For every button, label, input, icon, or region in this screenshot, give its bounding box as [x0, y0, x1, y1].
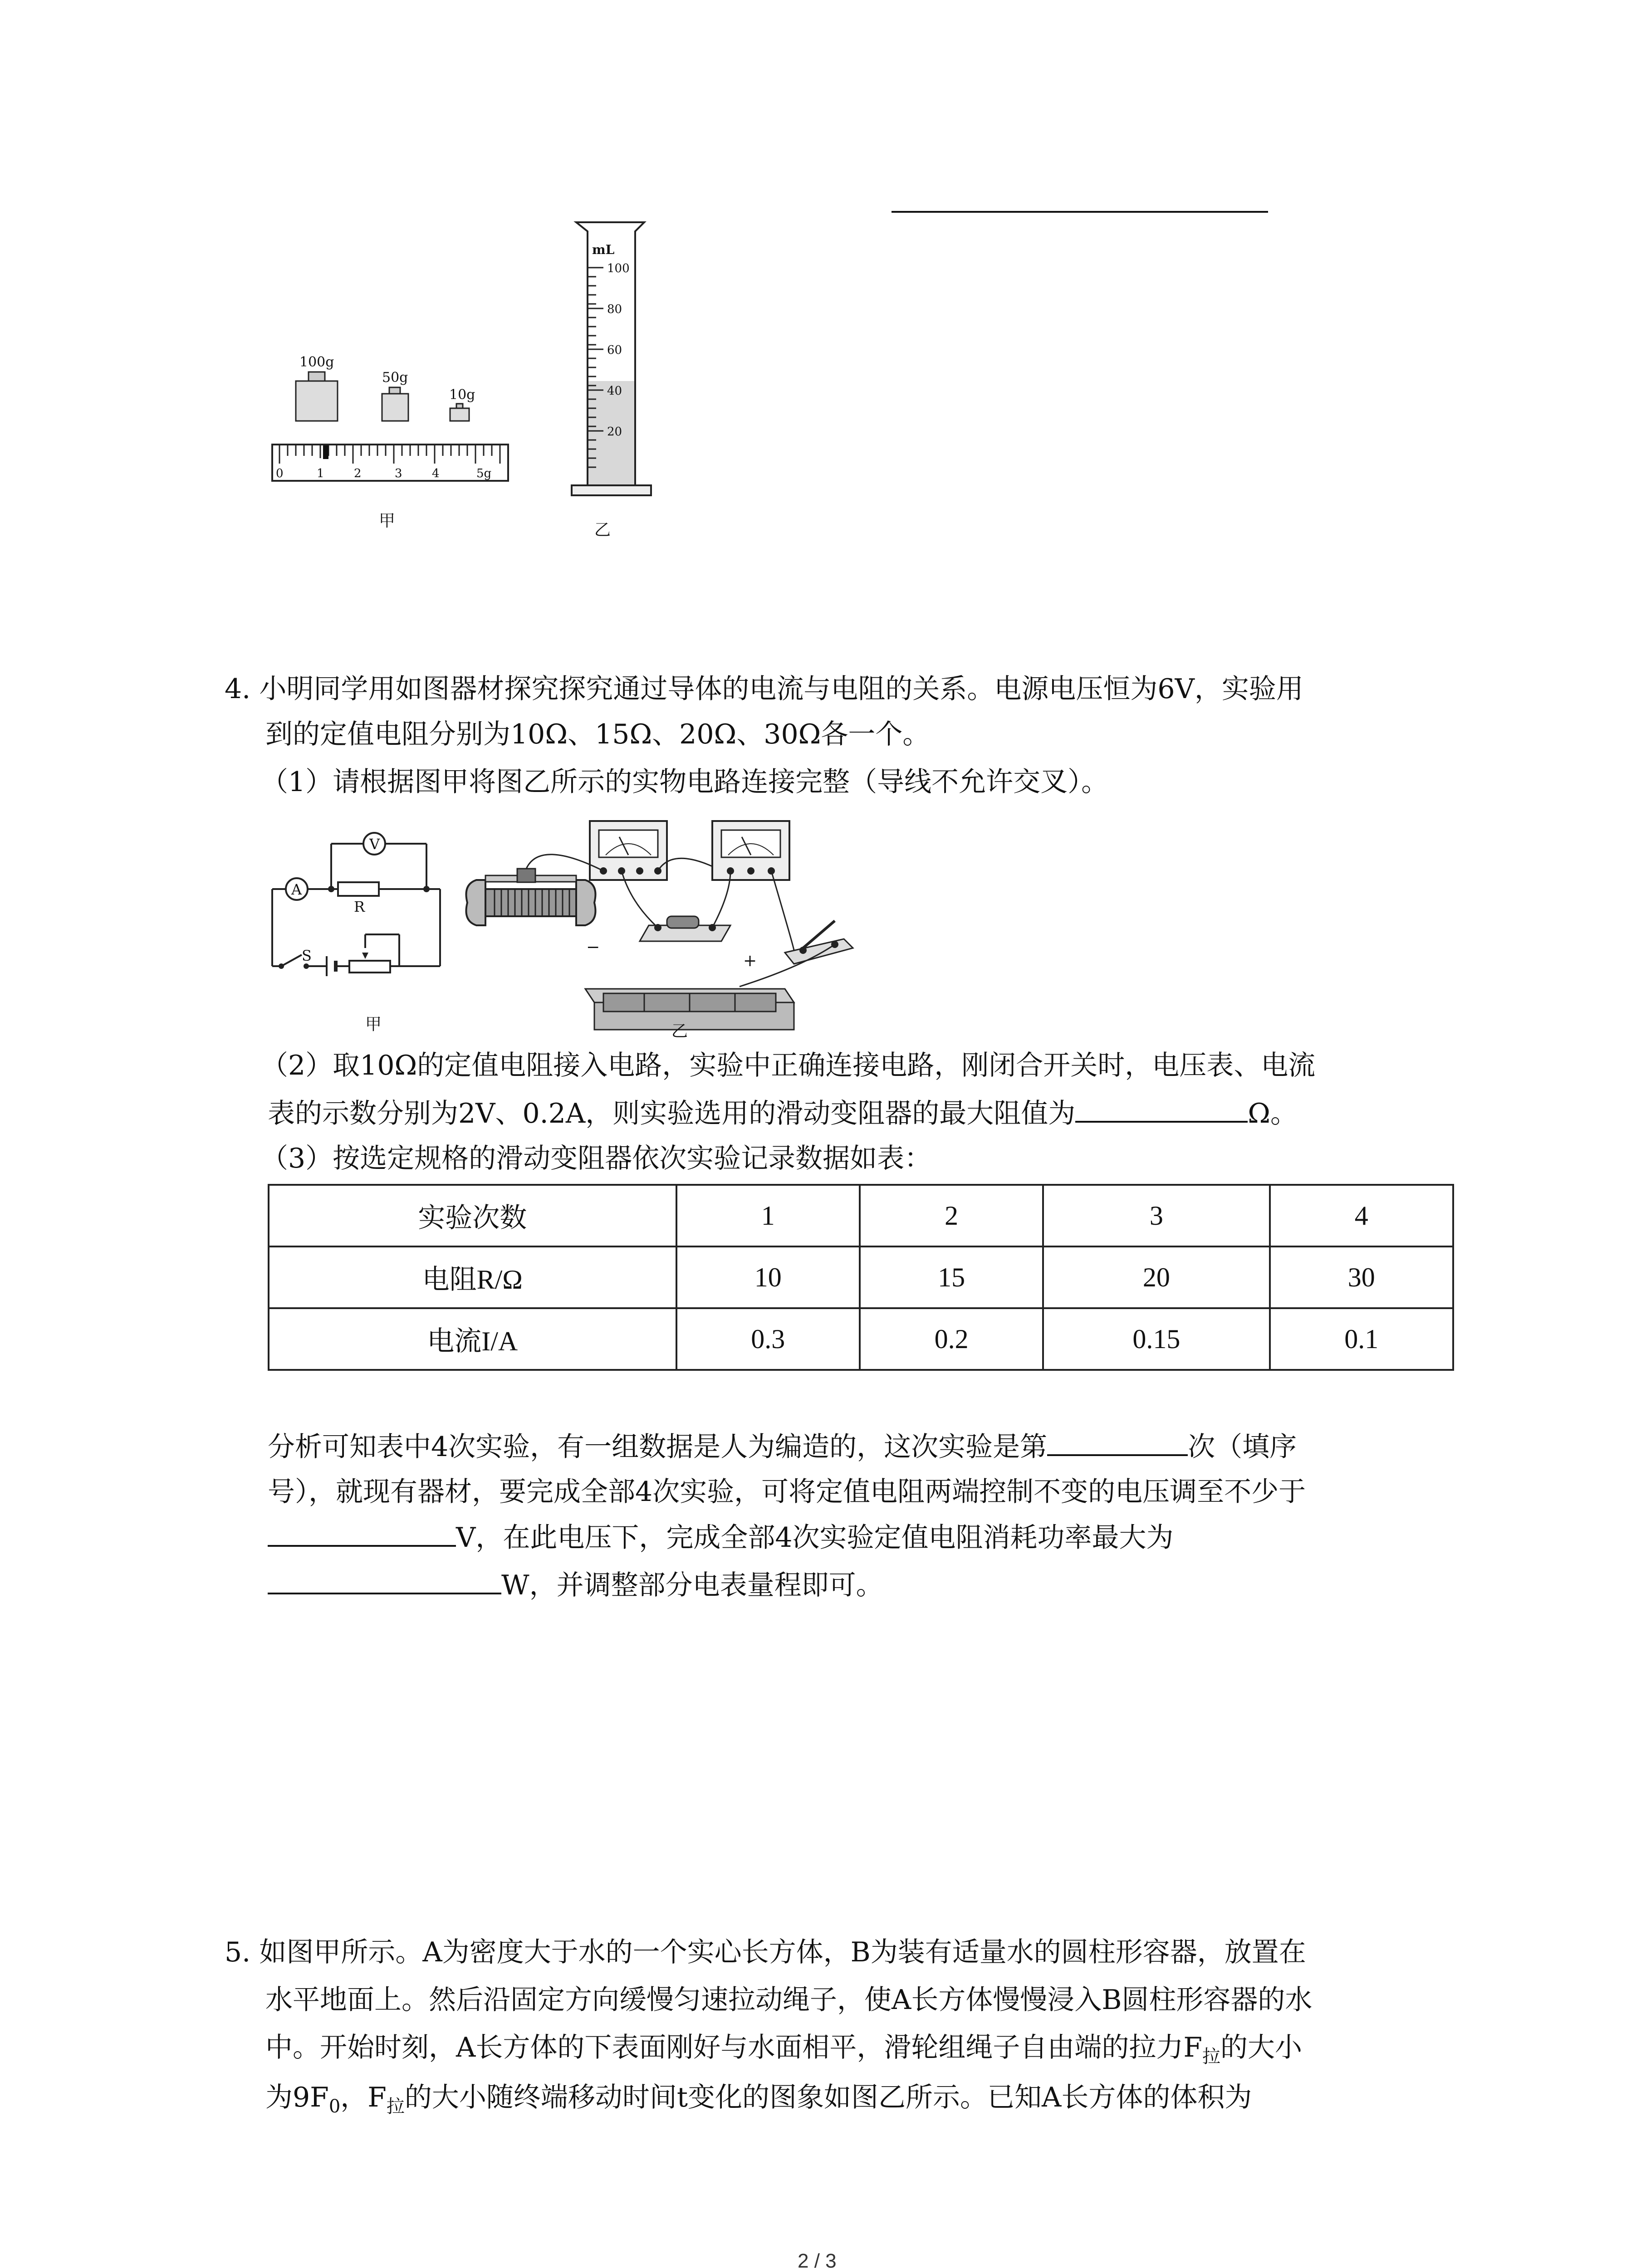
- physical-fig-label-yi: 乙: [671, 1022, 688, 1039]
- q5-line2: 水平地面上。然后沿固定方向缓慢匀速拉动绳子，使A长方体慢慢浸入B圆柱形容器的水: [265, 1984, 1313, 2016]
- q5-line3-end: 的大小: [1220, 2032, 1302, 2063]
- scale-tick-5g: 5g: [476, 467, 492, 480]
- q5-line4-text-b: ，F: [340, 2082, 387, 2113]
- q4-power-answer-blank[interactable]: [268, 1567, 501, 1594]
- scale-tick-2: 2: [354, 467, 362, 480]
- physical-circuit-yi: [458, 812, 867, 1039]
- circuit-fig-label-jia: 甲: [365, 1015, 382, 1034]
- q4-line1: 4. 小明同学用如图器材探究探究通过导体的电流与电阻的关系。电源电压恒为6V，实验用: [225, 673, 1303, 705]
- cylinder-tick-20: 20: [607, 425, 622, 439]
- table-cell: 0.3: [676, 1308, 860, 1370]
- q4-analysis-line3-text: V，在此电压下，完成全部4次实验定值电阻消耗功率最大为: [456, 1522, 1174, 1554]
- table-row-trials: [269, 1185, 1453, 1246]
- cylinder-tick-80: 80: [607, 303, 622, 316]
- graduated-cylinder-figure: [567, 213, 667, 544]
- voltmeter-device: [590, 821, 667, 880]
- figure-label-yi: 乙: [594, 521, 611, 539]
- table-row-resistance: [269, 1246, 1453, 1308]
- weight-label-100g: 100g: [299, 354, 334, 370]
- table-cell: 实验次数: [269, 1185, 676, 1246]
- weight-label-50g: 50g: [382, 370, 408, 386]
- q4-part2-line1: （2）取10Ω的定值电阻接入电路，实验中正确连接电路，刚闭合开关时，电压表、电流: [261, 1050, 1316, 1081]
- table-cell: 电阻R/Ω: [269, 1246, 676, 1308]
- q4-part3: （3）按选定规格的滑动变阻器依次实验记录数据如表：: [261, 1143, 932, 1174]
- scale-tick-0: 0: [276, 467, 284, 480]
- resistor-r-symbol: [338, 882, 379, 896]
- q5-line3: [265, 2030, 1302, 2068]
- table-cell: 0.1: [1270, 1308, 1453, 1370]
- table-cell: 2: [860, 1185, 1043, 1246]
- q5-line4-text-a: 为9F: [265, 2082, 329, 2113]
- table-cell: 3: [1043, 1185, 1269, 1246]
- q4-analysis-line3: [268, 1520, 1174, 1555]
- q4-analysis-line4-text: W，并调整部分电表量程即可。: [501, 1569, 883, 1601]
- resistor-label: R: [354, 898, 365, 915]
- page-number: 2 / 3: [798, 2250, 837, 2268]
- weight-label-10g: 10g: [449, 387, 475, 403]
- cylinder-tick-60: 60: [607, 343, 622, 357]
- table-cell: 0.15: [1043, 1308, 1269, 1370]
- balance-weights-figure: [263, 345, 517, 544]
- table-cell: 电流I/A: [269, 1308, 676, 1370]
- table-cell: 30: [1270, 1246, 1453, 1308]
- switch-device: [785, 921, 853, 964]
- q4-analysis-line1-end: 次（填序: [1188, 1431, 1297, 1463]
- q4-part2-answer-blank[interactable]: [1075, 1095, 1248, 1123]
- slide-rheostat-symbol: [349, 961, 390, 973]
- q4-part2-unit: Ω。: [1248, 1098, 1298, 1129]
- q4-data-table: [268, 1184, 1454, 1371]
- figure-label-jia: 甲: [379, 512, 396, 530]
- q5-line4-subscript: 拉: [386, 2096, 405, 2117]
- voltmeter-label: V: [369, 836, 380, 853]
- q4-analysis-line4: [268, 1567, 883, 1603]
- table-cell: 10: [676, 1246, 860, 1308]
- rheostat-device: [466, 869, 596, 925]
- q4-part2-line2: [268, 1095, 1298, 1131]
- cylinder-unit-ml: mL: [592, 242, 615, 257]
- q4-trial-answer-blank[interactable]: [1047, 1429, 1188, 1456]
- table-cell: 0.2: [860, 1308, 1043, 1370]
- q5-line3-subscript: 拉: [1202, 2046, 1220, 2067]
- battery-minus-label: −: [586, 938, 600, 957]
- battery-plus-label: +: [743, 952, 757, 970]
- ammeter-device: [712, 821, 789, 880]
- scale-tick-1: 1: [317, 467, 324, 480]
- q4-line2: 到的定值电阻分别为10Ω、15Ω、20Ω、30Ω各一个。: [265, 719, 930, 750]
- scale-tick-3: 3: [395, 467, 402, 480]
- q4-part2-line2-text: 表的示数分别为2V、0.2A，则实验选用的滑动变阻器的最大阻值为: [268, 1098, 1076, 1129]
- q5-line4-subscript-0: 0: [328, 2096, 341, 2117]
- q5-line4: [265, 2080, 1252, 2118]
- top-answer-blank: [892, 211, 1268, 213]
- scale-tick-4: 4: [432, 467, 440, 480]
- table-cell: 4: [1270, 1185, 1453, 1246]
- q4-voltage-answer-blank[interactable]: [268, 1520, 456, 1547]
- q4-analysis-line2: 号），就现有器材，要完成全部4次实验，可将定值电阻两端控制不变的电压调至不少于: [268, 1476, 1306, 1508]
- cylinder-tick-100: 100: [607, 262, 630, 275]
- cylinder-tick-40: 40: [607, 384, 622, 398]
- table-cell: 15: [860, 1246, 1043, 1308]
- q4-analysis-line1-text: 分析可知表中4次实验，有一组数据是人为编造的，这次实验是第: [268, 1431, 1048, 1463]
- table-row-current: [269, 1308, 1453, 1370]
- q4-part1: （1）请根据图甲将图乙所示的实物电路连接完整（导线不允许交叉）。: [261, 766, 1109, 798]
- switch-label: S: [302, 947, 312, 964]
- battery-pack-device: [585, 989, 794, 1030]
- table-cell: 20: [1043, 1246, 1269, 1308]
- circuit-diagram-jia: [263, 816, 454, 1039]
- ammeter-label: A: [291, 881, 302, 898]
- q5-line3-text: 中。开始时刻，A长方体的下表面刚好与水面相平，滑轮组绳子自由端的拉力F: [265, 2032, 1202, 2063]
- q5-line4-text-c: 的大小随终端移动时间t变化的图象如图乙所示。已知A长方体的体积为: [404, 2082, 1252, 2113]
- q4-analysis-line1: [268, 1429, 1297, 1465]
- q5-line1: 5. 如图甲所示。A为密度大于水的一个实心长方体，B为装有适量水的圆柱形容器，放置在: [225, 1936, 1306, 1968]
- table-cell: 1: [676, 1185, 860, 1246]
